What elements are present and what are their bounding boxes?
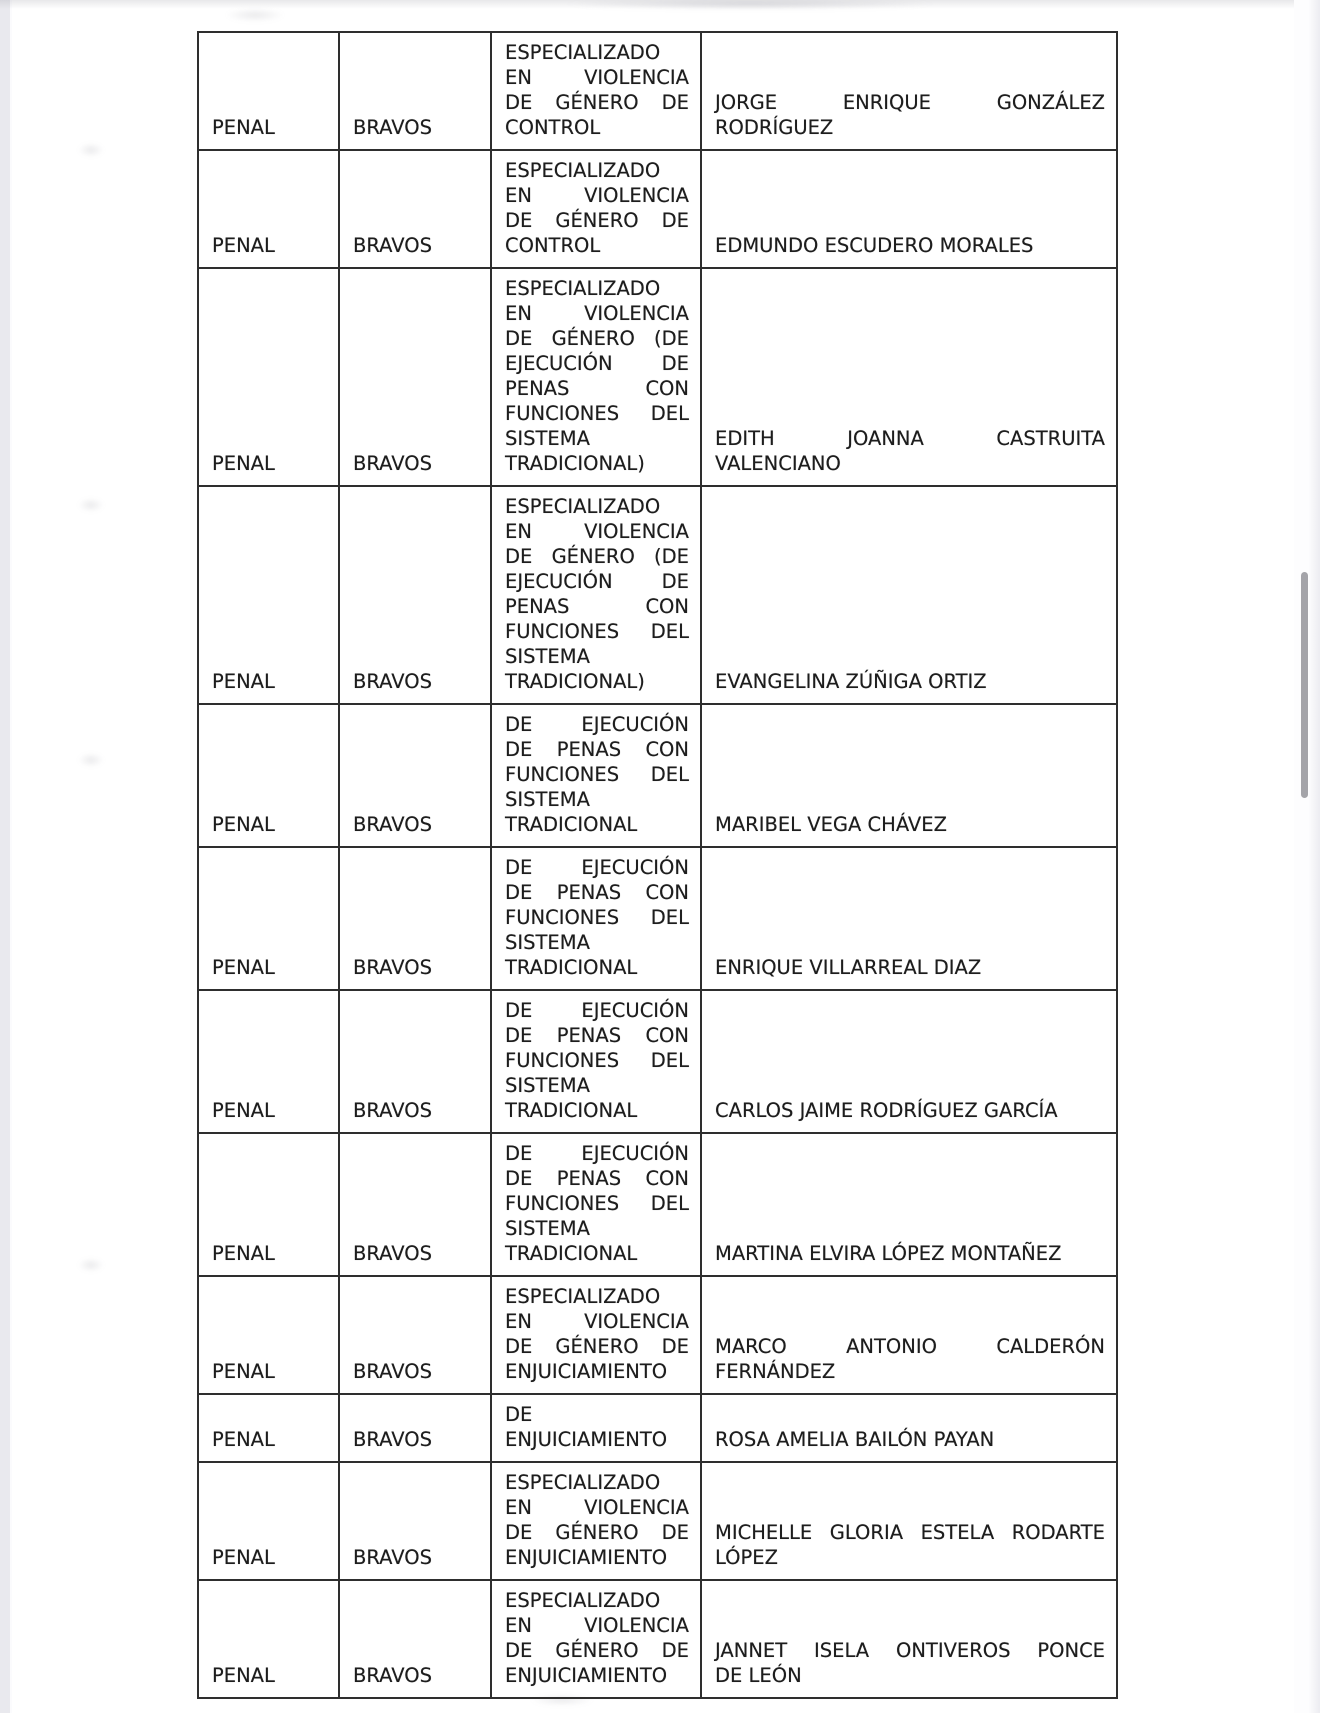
text-line: BRAVOS [353, 1099, 432, 1122]
cell-distrito [340, 1277, 492, 1393]
text-line: EDMUNDO ESCUDERO MORALES [715, 234, 1034, 257]
scan-smudge [225, 8, 285, 22]
text-line: PENAL [212, 670, 275, 693]
cell-materia [199, 1277, 340, 1393]
cell-materia [199, 1581, 340, 1697]
judges-table [197, 31, 1118, 1699]
text-line: BRAVOS [353, 813, 432, 836]
text-line: SISTEMA [505, 1074, 590, 1097]
text-line: BRAVOS [353, 116, 432, 139]
text-line: TRADICIONAL) [505, 452, 645, 475]
text-line: ENJUICIAMIENTO [505, 1546, 668, 1569]
table-row [199, 33, 1116, 151]
text-line: MARTINA ELVIRA LÓPEZ MONTAÑEZ [715, 1242, 1062, 1265]
text-line: BRAVOS [353, 1546, 432, 1569]
cell-tipo-juzgado [492, 1277, 702, 1393]
text-line: RODRÍGUEZ [715, 116, 834, 139]
cell-tipo-juzgado [492, 991, 702, 1132]
cell-materia [199, 1395, 340, 1461]
text-line: BRAVOS [353, 1360, 432, 1383]
text-line: EVANGELINA ZÚÑIGA ORTIZ [715, 670, 987, 693]
text-line: BRAVOS [353, 234, 432, 257]
cell-distrito [340, 991, 492, 1132]
text-line: BRAVOS [353, 452, 432, 475]
cell-materia [199, 33, 340, 149]
text-line: PENAL [212, 1099, 275, 1122]
text-line: EJECUCIÓN DE [505, 570, 689, 593]
cell-distrito [340, 487, 492, 703]
text-line: EN VIOLENCIA [505, 1614, 689, 1637]
scan-smudge [78, 143, 104, 157]
text-line: EN VIOLENCIA [505, 1496, 689, 1519]
text-line: ESPECIALIZADO [505, 1285, 661, 1308]
text-line: SISTEMA [505, 788, 590, 811]
text-line: DE PENAS CON [505, 738, 689, 761]
table-row [199, 269, 1116, 487]
cell-distrito [340, 1581, 492, 1697]
table-row [199, 1581, 1116, 1697]
cell-tipo-juzgado [492, 269, 702, 485]
table-row [199, 1463, 1116, 1581]
text-line: ENRIQUE VILLARREAL DIAZ [715, 956, 982, 979]
text-line: EN VIOLENCIA [505, 1310, 689, 1333]
scan-smudge [78, 753, 104, 767]
text-line: TRADICIONAL) [505, 670, 645, 693]
scan-smudge [560, 0, 940, 10]
text-line: SISTEMA [505, 645, 590, 668]
cell-tipo-juzgado [492, 487, 702, 703]
text-line: SISTEMA [505, 931, 590, 954]
text-line: DE EJECUCIÓN [505, 999, 689, 1022]
cell-tipo-juzgado [492, 705, 702, 846]
text-line: ESPECIALIZADO [505, 1589, 661, 1612]
cell-materia [199, 848, 340, 989]
text-line: PENAL [212, 234, 275, 257]
scan-smudge [78, 498, 104, 512]
text-line: VALENCIANO [715, 452, 841, 475]
text-line: EN VIOLENCIA [505, 302, 689, 325]
text-line: PENAL [212, 813, 275, 836]
cell-titular [702, 487, 1116, 703]
text-line: FUNCIONES DEL [505, 620, 689, 643]
text-line: SISTEMA [505, 1217, 590, 1240]
scrollbar-thumb[interactable] [1301, 572, 1308, 798]
text-line: FERNÁNDEZ [715, 1360, 836, 1383]
cell-titular [702, 1134, 1116, 1275]
text-line: PENAL [212, 1242, 275, 1265]
text-line: EN VIOLENCIA [505, 66, 689, 89]
text-line: CONTROL [505, 234, 601, 257]
text-line: EN VIOLENCIA [505, 520, 689, 543]
text-line: PENAS CON [505, 595, 689, 618]
text-line: ESPECIALIZADO [505, 495, 661, 518]
text-line: BRAVOS [353, 1428, 432, 1451]
cell-titular [702, 151, 1116, 267]
table-row [199, 487, 1116, 705]
cell-distrito [340, 1395, 492, 1461]
table-row [199, 1395, 1116, 1463]
table-row [199, 848, 1116, 991]
cell-materia [199, 991, 340, 1132]
cell-titular [702, 1395, 1116, 1461]
text-line: PENAL [212, 956, 275, 979]
text-line: DE EJECUCIÓN [505, 713, 689, 736]
cell-distrito [340, 151, 492, 267]
text-line: TRADICIONAL [505, 1242, 638, 1265]
cell-titular [702, 991, 1116, 1132]
text-line: PENAL [212, 116, 275, 139]
text-line: ESPECIALIZADO [505, 159, 661, 182]
cell-distrito [340, 269, 492, 485]
cell-materia [199, 151, 340, 267]
text-line: FUNCIONES DEL [505, 1049, 689, 1072]
text-line: DE [505, 1403, 533, 1426]
cell-tipo-juzgado [492, 151, 702, 267]
text-line: EJECUCIÓN DE [505, 352, 689, 375]
text-line: ROSA AMELIA BAILÓN PAYAN [715, 1428, 995, 1451]
text-line: CONTROL [505, 116, 601, 139]
text-line: PENAL [212, 452, 275, 475]
cell-distrito [340, 1463, 492, 1579]
cell-distrito [340, 1134, 492, 1275]
text-line: DE EJECUCIÓN [505, 1142, 689, 1165]
text-line: BRAVOS [353, 956, 432, 979]
cell-titular [702, 1463, 1116, 1579]
text-line: FUNCIONES DEL [505, 763, 689, 786]
text-line: ENJUICIAMIENTO [505, 1664, 668, 1687]
text-line: MARIBEL VEGA CHÁVEZ [715, 813, 947, 836]
text-line: DE GÉNERO DE [505, 91, 689, 114]
cell-tipo-juzgado [492, 1463, 702, 1579]
cell-titular [702, 1277, 1116, 1393]
cell-titular [702, 33, 1116, 149]
text-line: DE PENAS CON [505, 1024, 689, 1047]
text-line: CARLOS JAIME RODRÍGUEZ GARCÍA [715, 1099, 1058, 1122]
text-line: BRAVOS [353, 670, 432, 693]
text-line: EDITH JOANNA CASTRUITA [715, 427, 1105, 450]
text-line: DE GÉNERO DE [505, 1521, 689, 1544]
text-line: MARCO ANTONIO CALDERÓN [715, 1335, 1105, 1358]
text-line: DE PENAS CON [505, 1167, 689, 1190]
text-line: DE EJECUCIÓN [505, 856, 689, 879]
text-line: ENJUICIAMIENTO [505, 1360, 668, 1383]
text-line: BRAVOS [353, 1242, 432, 1265]
text-line: BRAVOS [353, 1664, 432, 1687]
cell-distrito [340, 33, 492, 149]
cell-distrito [340, 848, 492, 989]
text-line: JORGE ENRIQUE GONZÁLEZ [715, 91, 1105, 114]
text-line: LÓPEZ [715, 1546, 778, 1569]
text-line: SISTEMA [505, 427, 590, 450]
text-line: FUNCIONES DEL [505, 1192, 689, 1215]
text-line: PENAS CON [505, 377, 689, 400]
table-row [199, 1134, 1116, 1277]
text-line: ESPECIALIZADO [505, 277, 661, 300]
text-line: PENAL [212, 1360, 275, 1383]
text-line: ESPECIALIZADO [505, 41, 661, 64]
cell-materia [199, 1134, 340, 1275]
text-line: TRADICIONAL [505, 956, 638, 979]
text-line: DE GÉNERO DE [505, 209, 689, 232]
cell-tipo-juzgado [492, 848, 702, 989]
text-line: DE GÉNERO (DE [505, 545, 689, 568]
text-line: JANNET ISELA ONTIVEROS PONCE [715, 1639, 1105, 1662]
cell-materia [199, 269, 340, 485]
text-line: DE GÉNERO DE [505, 1639, 689, 1662]
text-line: DE PENAS CON [505, 881, 689, 904]
cell-tipo-juzgado [492, 1395, 702, 1461]
text-line: TRADICIONAL [505, 813, 638, 836]
text-line: PENAL [212, 1546, 275, 1569]
text-line: MICHELLE GLORIA ESTELA RODARTE [715, 1521, 1105, 1544]
text-line: FUNCIONES DEL [505, 906, 689, 929]
scan-smudge [78, 1258, 104, 1272]
viewer-left-edge [0, 0, 13, 1713]
table-row [199, 151, 1116, 269]
table-row [199, 991, 1116, 1134]
cell-tipo-juzgado [492, 1134, 702, 1275]
text-line: TRADICIONAL [505, 1099, 638, 1122]
cell-titular [702, 705, 1116, 846]
text-line: DE GÉNERO DE [505, 1335, 689, 1358]
table-row [199, 1277, 1116, 1395]
text-line: DE LEÓN [715, 1664, 802, 1687]
cell-distrito [340, 705, 492, 846]
cell-titular [702, 848, 1116, 989]
text-line: FUNCIONES DEL [505, 402, 689, 425]
cell-materia [199, 1463, 340, 1579]
table-row [199, 705, 1116, 848]
text-line: PENAL [212, 1428, 275, 1451]
scrollbar-track[interactable] [1294, 0, 1320, 1713]
cell-titular [702, 1581, 1116, 1697]
text-line: EN VIOLENCIA [505, 184, 689, 207]
cell-materia [199, 487, 340, 703]
text-line: ESPECIALIZADO [505, 1471, 661, 1494]
cell-tipo-juzgado [492, 1581, 702, 1697]
cell-titular [702, 269, 1116, 485]
cell-tipo-juzgado [492, 33, 702, 149]
text-line: PENAL [212, 1664, 275, 1687]
cell-materia [199, 705, 340, 846]
text-line: DE GÉNERO (DE [505, 327, 689, 350]
text-line: ENJUICIAMIENTO [505, 1428, 668, 1451]
